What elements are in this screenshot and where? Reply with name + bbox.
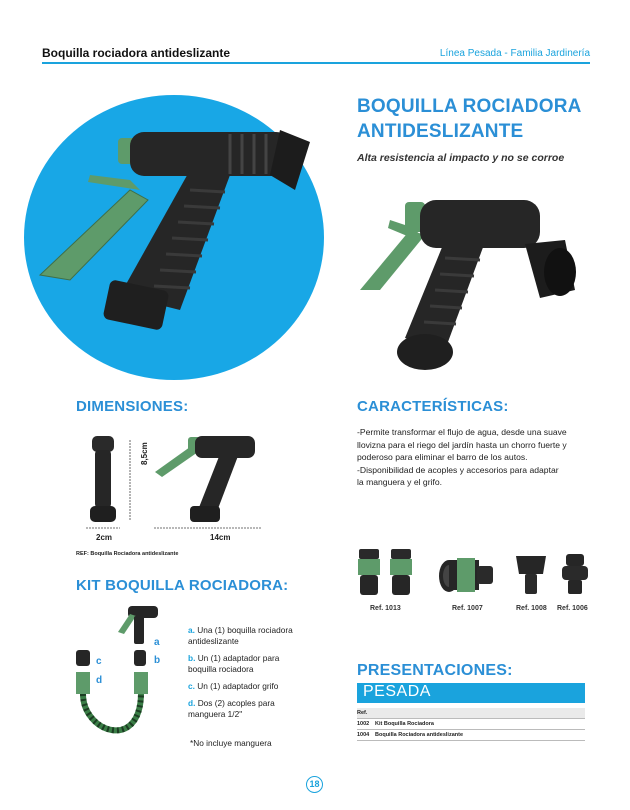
accessory-1013-image: [355, 545, 415, 603]
dimension-width-label: 2cm: [96, 533, 113, 542]
kit-label-a: a: [154, 637, 160, 648]
kit-item-c: [188, 681, 308, 692]
kit-item-b: [188, 653, 308, 675]
kit-item-letter: a.: [188, 625, 195, 635]
kit-item-letter: d.: [188, 698, 196, 708]
presentations-title: PRESENTACIONES:: [357, 662, 513, 679]
table-cell-desc: Kit Boquilla Rociadora: [375, 721, 434, 727]
dimensions-title: DIMENSIONES:: [76, 398, 189, 415]
kit-note: *No incluye manguera: [190, 738, 272, 748]
ref-label-1013: Ref. 1013: [370, 605, 401, 612]
table-header-row: [357, 708, 585, 719]
dimensions-front-image: [82, 432, 142, 532]
presentations-table: [357, 708, 585, 741]
kit-label-d: d: [96, 675, 103, 686]
accessory-1008-image: [513, 552, 549, 598]
dimensions-ref-note: REF: Boquilla Rociadora antideslizante: [76, 551, 179, 557]
product-subtitle: Alta resistencia al impacto y no se corroe: [357, 152, 565, 164]
product-nozzle-image: [350, 180, 580, 380]
header-divider: [42, 62, 590, 64]
accessory-1006-image: [558, 552, 592, 598]
presentations-bar-label: PESADA: [363, 683, 431, 700]
table-cell-ref: 1004: [357, 732, 370, 738]
dimension-height-label: 8,5cm: [140, 442, 149, 465]
kit-label-c: c: [96, 656, 102, 667]
ref-label-1006: Ref. 1006: [557, 605, 588, 612]
product-title-line1: BOQUILLA ROCIADORA: [357, 96, 582, 117]
kit-item-letter: b.: [188, 653, 196, 663]
characteristics-line1: -Permite transformar el flujo de agua, desde una suave llovizna para el riego del jardín hasta un chorro fuerte y poderoso para eliminar el barro de los autos.: [357, 427, 567, 463]
table-header-ref: Ref.: [357, 710, 368, 716]
kit-item-a: [188, 625, 308, 647]
page-number: 18: [306, 776, 323, 793]
ref-label-1007: Ref. 1007: [452, 605, 483, 612]
presentations-bar: [357, 683, 585, 703]
kit-items-list: [188, 625, 308, 726]
table-row: [357, 719, 585, 730]
table-cell-desc: Boquilla Rociadora antideslizante: [375, 732, 464, 738]
characteristics-line2: -Disponibilidad de acoples y accesorios para adaptar la manguera y el grifo.: [357, 464, 559, 488]
table-row: [357, 730, 585, 741]
dimension-length-label: 14cm: [210, 533, 231, 542]
hero-nozzle-image: [30, 120, 320, 350]
dimensions-side-image: [150, 432, 265, 532]
product-title-line2: ANTIDESLIZANTE: [357, 121, 524, 142]
kit-image: [70, 602, 180, 772]
accessory-1007-image: [437, 548, 497, 598]
kit-item-text: Una (1) boquilla rociadora antideslizante: [188, 625, 293, 646]
table-cell-ref: 1002: [357, 721, 370, 727]
characteristics-title: CARACTERÍSTICAS:: [357, 398, 509, 415]
header-title: Boquilla rociadora antideslizante: [42, 46, 231, 60]
kit-title: KIT BOQUILLA ROCIADORA:: [76, 577, 289, 594]
kit-item-text: Un (1) adaptador para boquilla rociadora: [188, 653, 280, 674]
kit-item-letter: c.: [188, 681, 195, 691]
kit-label-b: b: [154, 655, 161, 666]
kit-item-text: Dos (2) acoples para manguera 1/2": [188, 698, 275, 719]
characteristics-text: [357, 426, 567, 489]
product-title: [357, 94, 597, 144]
kit-item-text: Un (1) adaptador grifo: [197, 681, 279, 691]
kit-item-d: [188, 698, 308, 720]
header-category: Línea Pesada - Familia Jardinería: [439, 48, 590, 59]
ref-label-1008: Ref. 1008: [516, 605, 547, 612]
